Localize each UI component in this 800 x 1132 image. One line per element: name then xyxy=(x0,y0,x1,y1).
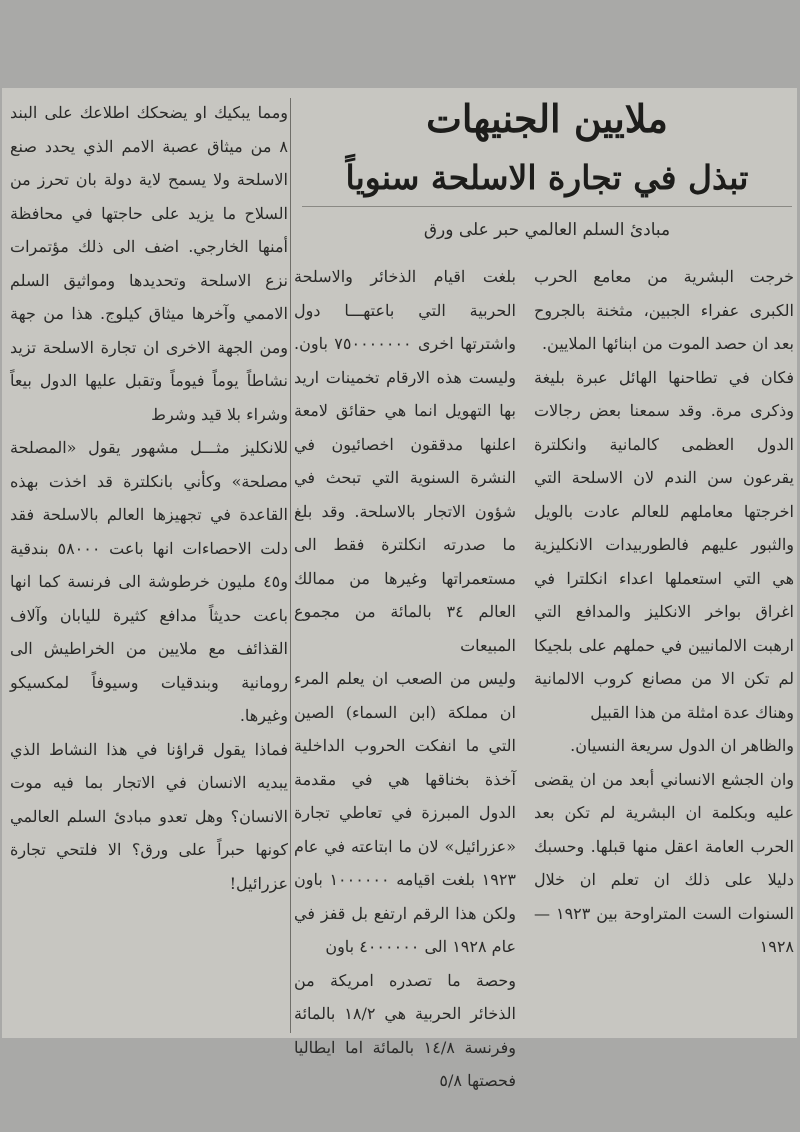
paragraph: فماذا يقول قراؤنا في هذا النشاط الذي يبديه الانسان في الاتجار بما فيه موت الانسان؟ وهل تعدو مبادئ السلم العالمي كونها حبراً على ورق؟ الا فلتحي تجارة عزرائيل! xyxy=(10,739,288,893)
column-left xyxy=(10,96,288,900)
column-right xyxy=(534,260,794,964)
paragraph: للانكليز مثـــل مشهور يقول «المصلحة مصلحة» وكأني بانكلترة قد اخذت بهذه القاعدة في تجهيزها العالم بالاسلحة فقد دلت الاحصاءات انها باعت ٥٨٠٠٠ بندقية و٤٥ مليون خرطوشة الى فرنسة كما انها باعت حديثاً مدافع كثيرة لليابان وآلاف القذائف مع ملايين من الخراطيش الى رومانية وبندقيات وسيوفاً لمكسيكو وغيرها. xyxy=(10,438,289,725)
paragraph: وحصة ما تصدره امريكة من الذخائر الحربية هي ١٨/٢ بالمائة وفرنسة ١٤/٨ بالمائة اما ايطاليا فحصتها ٥/٨ xyxy=(294,970,516,1090)
article-tagline: مبادئ السلم العالمي حبر على ورق xyxy=(423,220,671,240)
paragraph: بلغت اقيام الذخائر والاسلحة الحربية التي باعتهـــا دول واشترتها اخرى ٧٥٠٠٠٠٠٠٠ باون. وليست هذه الارقام تخمينات اريد بها التهويل انما هي حقائق لامعة اعلنها مدققون اخصائيون في النشرة السنوية التي تبحث في شؤون الاتجار بالاسلحة. وقد بلغ ما صدرته انكلترة فقط الى مستعمراتها وغيرها من ممالك العالم ٣٤ بالمائة من مجموع المبيعات xyxy=(294,267,517,655)
column-middle xyxy=(294,260,516,1098)
article-title: ملايين الجنيهات xyxy=(426,96,668,141)
article-subtitle: تبذل في تجارة الاسلحة سنوياً xyxy=(345,158,749,197)
paragraph: ومما يبكيك او يضحكك اطلاعك على البند ٨ من ميثاق عصبة الامم الذي يحدد صنع الاسلحة ولا يسمح لاية دولة بان تحرز من السلاح ما يزيد على حاجتها في محافظة أمنها الخارجي. اضف الى ذلك مؤتمرات نزع الاسلحة وتحديدها ومواثيق السلم الاممي وآخرها ميثاق كيلوج. هذا من جهة ومن الجهة الاخرى ان تجارة الاسلحة تزيد نشاطاً يوماً فيوماً وتقبل عليها الدول بيعاً وشراء بلا قيد وشرط xyxy=(10,103,288,424)
paragraph: خرجت البشرية من معامع الحرب الكبرى عفراء الجبين، مثخنة بالجروح بعد ان حصد الموت من ابنائها الملايين. xyxy=(534,267,794,353)
newspaper-page xyxy=(2,88,797,1090)
column-divider xyxy=(290,98,291,1033)
paragraph: وليس من الصعب ان يعلم المرء ان مملكة (ابن السماء) الصين التي ما انفكت الحروب الداخلية آخذة بخناقها هي في مقدمة الدول المبرزة في تعاطي تجارة «عزرائيل» لان ما ابتاعته في عام ١٩٢٣ بلغت اقيامه ١٠٠٠٠٠٠ باون ولكن هذا الرقم ارتفع بل قفز في عام ١٩٢٨ الى ٤٠٠٠٠٠٠ باون xyxy=(294,669,516,956)
paragraph: وان الجشع الانساني أبعد من ان يقضى عليه وبكلمة ان البشرية لم تكن بعد الحرب العامة اعقل منها قبلها. وحسبك دليلا على ذلك ان تعلم ان خلال السنوات الست المتراوحة بين ١٩٢٣ — ١٩٢٨ xyxy=(534,769,795,956)
paragraph: والظاهر ان الدول سريعة النسيان. xyxy=(570,736,794,755)
title-divider xyxy=(302,206,792,207)
paragraph: فكان في تطاحنها الهائل عبرة بليغة وذكرى مرة. وقد سمعنا بعض رجالات الدول العظمى كالمانية وانكلترة يقرعون سن الندم لان الاسلحة التي اخرجتها معاملهم للعالم عادت بالويل والثبور عليهم فالطوربيدات الانكليزية هي التي استعملها اعداء انكلترا في اغراق بواخر الانكليز والمدافع التي ارهبت الالمانيين في حملهم على بلجيكا لم تكن الا من مصانع كروب الالمانية وهناك عدة امثلة من هذا القبيل xyxy=(534,367,794,722)
